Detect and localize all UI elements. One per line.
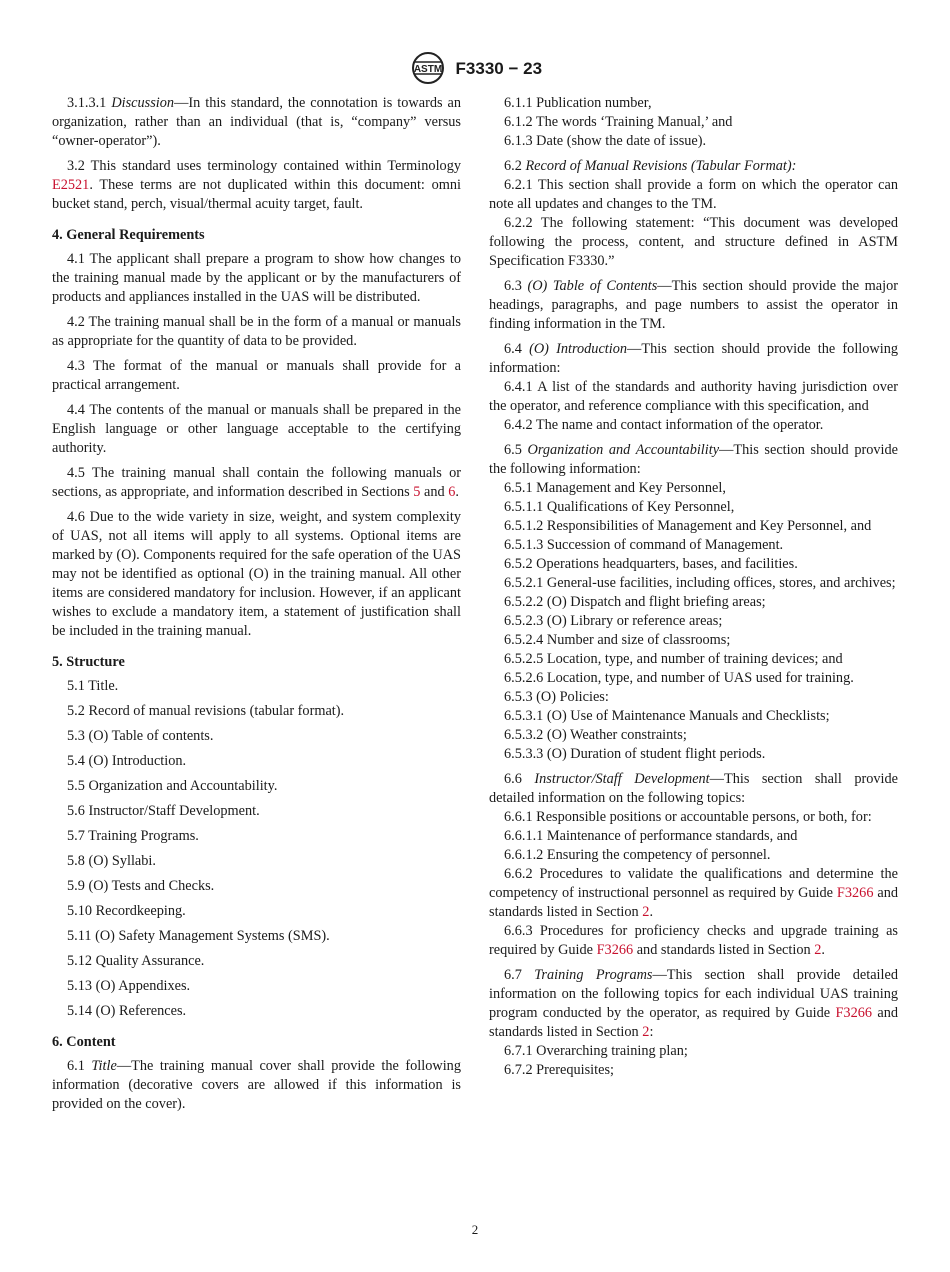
section-heading-5: 5. Structure <box>52 654 125 670</box>
link-e2521[interactable]: E2521 <box>52 177 90 193</box>
list-item: 5.13 (O) Appendixes. <box>67 978 191 994</box>
list-item: 5.10 Recordkeeping. <box>67 903 186 919</box>
paragraph-6-3: 6.3 (O) Table of Contents—This section should provide the major headings, paragraphs, and page numbers to assist the operator in finding information in the TM. <box>489 278 899 332</box>
link-section-6[interactable]: 6 <box>448 484 456 500</box>
list-item: 5.5 Organization and Accountability. <box>67 778 278 794</box>
right-column <box>489 94 898 1080</box>
paragraph-6-1: 6.1 Title—The training manual cover shall provide the following information (decorative covers are allowed if this information is provided on the cover). <box>52 1058 461 1112</box>
paragraph-4-4: 4.4 The contents of the manual or manuals shall be prepared in the English language or other language acceptable to the certifying authority. <box>52 402 461 456</box>
list-item: 5.9 (O) Tests and Checks. <box>67 878 215 894</box>
line-6-5-1-2: 6.5.1.2 Responsibilities of Management and Key Personnel, and <box>504 518 872 534</box>
link-section-2[interactable]: 2 <box>642 904 650 920</box>
line-6-5-3-2: 6.5.3.2 (O) Weather constraints; <box>504 727 687 743</box>
link-f3266[interactable]: F3266 <box>836 885 874 901</box>
line-6-5-1-1: 6.5.1.1 Qualifications of Key Personnel, <box>504 499 735 515</box>
list-item: 5.11 (O) Safety Management Systems (SMS). <box>67 928 330 944</box>
line-6-5-3: 6.5.3 (O) Policies: <box>504 689 609 705</box>
paragraph-6-5: 6.5 Organization and Accountability—This section should provide the following information: <box>489 442 898 477</box>
paragraph-6-2-2: 6.2.2 The following statement: “This document was developed following the process, content, and structure defined in ASTM Specification F3330.” <box>489 215 898 269</box>
paragraph-6-4-2: 6.4.2 The name and contact information of the operator. <box>504 417 824 433</box>
paragraph-6-4: 6.4 (O) Introduction—This section should provide the following information: <box>489 341 899 376</box>
link-f3266[interactable]: F3266 <box>596 942 634 958</box>
line-6-5-2-4: 6.5.2.4 Number and size of classrooms; <box>504 632 731 648</box>
paragraph-4-1: 4.1 The applicant shall prepare a program to show how changes to the training manual made by the applicant or by the manufacturers of products and appliances installed in the UAS will be distributed. <box>52 251 461 305</box>
list-item: 5.1 Title. <box>67 678 119 694</box>
list-item: 5.4 (O) Introduction. <box>67 753 187 769</box>
link-f3266[interactable]: F3266 <box>835 1005 873 1021</box>
paragraph-4-2: 4.2 The training manual shall be in the form of a manual or manuals as appropriate for the quantity of data to be provided. <box>52 314 461 349</box>
paragraph-3-2: 3.2 This standard uses terminology contained within Terminology E2521. These terms are not duplicated within this document: omni bucket stand, perch, visual/thermal acuity target, fault. <box>52 158 461 212</box>
line-6-5-2-1: 6.5.2.1 General-use facilities, including offices, stores, and archives; <box>504 575 896 591</box>
line-6-5-3-3: 6.5.3.3 (O) Duration of student flight periods. <box>504 746 766 762</box>
paragraph-4-6: 4.6 Due to the wide variety in size, weight, and system complexity of UAS, not all items will apply to all systems. Optional items are marked by (O). Components required for the safe operation of the UAS may not be identified as optional (O) in the training manual. All other items are considered mandatory for inclusion. However, if an applicant wishes to exclude a mandatory item, a statement of justification shall be included in the training manual. <box>52 509 461 639</box>
paragraph-6-6: 6.6 Instructor/Staff Development—This section shall provide detailed information on the following topics: <box>489 771 899 806</box>
link-section-2[interactable]: 2 <box>642 1024 650 1040</box>
structure-list <box>52 677 461 1021</box>
list-item: 5.14 (O) References. <box>67 1003 187 1019</box>
line-6-7-1: 6.7.1 Overarching training plan; <box>504 1043 688 1059</box>
paragraph-4-3: 4.3 The format of the manual or manuals shall provide for a practical arrangement. <box>52 358 461 393</box>
link-section-2[interactable]: 2 <box>814 942 822 958</box>
list-item: 5.6 Instructor/Staff Development. <box>67 803 260 819</box>
paragraph-6-7: 6.7 Training Programs—This section shall provide detailed information on the following topics for each individual UAS training program conducted by the operator, as required by Guide F3266 and standards listed in Section 2: <box>489 967 899 1040</box>
line-6-6-1-1: 6.6.1.1 Maintenance of performance standards, and <box>504 828 798 844</box>
section-heading-6: 6. Content <box>52 1034 116 1050</box>
list-item: 5.3 (O) Table of contents. <box>67 728 214 744</box>
line-6-5-2-5: 6.5.2.5 Location, type, and number of training devices; and <box>504 651 843 667</box>
page-header <box>0 52 950 84</box>
list-item: 5.2 Record of manual revisions (tabular format). <box>67 703 345 719</box>
paragraph-6-2: 6.2 Record of Manual Revisions (Tabular Format): <box>504 158 797 174</box>
paragraph-6-6-2: 6.6.2 Procedures to validate the qualifications and determine the competency of instructional personnel as required by Guide F3266 and standards listed in Section 2. <box>489 866 898 920</box>
paragraph-3-1-3-1: 3.1.3.1 Discussion—In this standard, the connotation is towards an organization, rather than an individual (that is, “company” versus “owner-operator”). <box>52 95 462 149</box>
line-6-5-1: 6.5.1 Management and Key Personnel, <box>504 480 726 496</box>
list-item: 5.7 Training Programs. <box>67 828 199 844</box>
left-column <box>52 94 461 1120</box>
section-heading-4: 4. General Requirements <box>52 227 205 243</box>
paragraph-6-2-1: 6.2.1 This section shall provide a form on which the operator can note all updates and changes to the TM. <box>489 177 898 212</box>
line-6-5-2-6: 6.5.2.6 Location, type, and number of UAS used for training. <box>504 670 854 686</box>
link-section-5[interactable]: 5 <box>413 484 421 500</box>
line-6-5-3-1: 6.5.3.1 (O) Use of Maintenance Manuals and Checklists; <box>504 708 830 724</box>
line-6-1-3: 6.1.3 Date (show the date of issue). <box>504 133 707 149</box>
line-6-6-1-2: 6.6.1.2 Ensuring the competency of personnel. <box>504 847 771 863</box>
paragraph-4-5: 4.5 The training manual shall contain the following manuals or sections, as appropriate, and information described in Sections 5 and 6. <box>52 465 461 500</box>
list-item: 5.12 Quality Assurance. <box>67 953 205 969</box>
line-6-5-2-2: 6.5.2.2 (O) Dispatch and flight briefing areas; <box>504 594 766 610</box>
astm-logo-icon <box>408 52 448 84</box>
line-6-7-2: 6.7.2 Prerequisites; <box>504 1062 614 1078</box>
paragraph-6-6-3: 6.6.3 Procedures for proficiency checks and upgrade training as required by Guide F3266 and standards listed in Section 2. <box>489 923 898 958</box>
line-6-5-2-3: 6.5.2.3 (O) Library or reference areas; <box>504 613 723 629</box>
line-6-6-1: 6.6.1 Responsible positions or accountable persons, or both, for: <box>504 809 872 825</box>
paragraph-6-4-1: 6.4.1 A list of the standards and authority having jurisdiction over the operator, and reference compliance with this specification, and <box>489 379 898 414</box>
line-6-5-1-3: 6.5.1.3 Succession of command of Management. <box>504 537 784 553</box>
standard-designation: F3330 − 23 <box>455 58 543 78</box>
line-6-1-1: 6.1.1 Publication number, <box>504 95 652 111</box>
line-6-1-2: 6.1.2 The words ‘Training Manual,’ and <box>504 114 733 130</box>
list-item: 5.8 (O) Syllabi. <box>67 853 156 869</box>
line-6-5-2: 6.5.2 Operations headquarters, bases, and facilities. <box>504 556 798 572</box>
page-number: 2 <box>471 1222 479 1237</box>
svg-text:ASTM: ASTM <box>413 64 443 75</box>
